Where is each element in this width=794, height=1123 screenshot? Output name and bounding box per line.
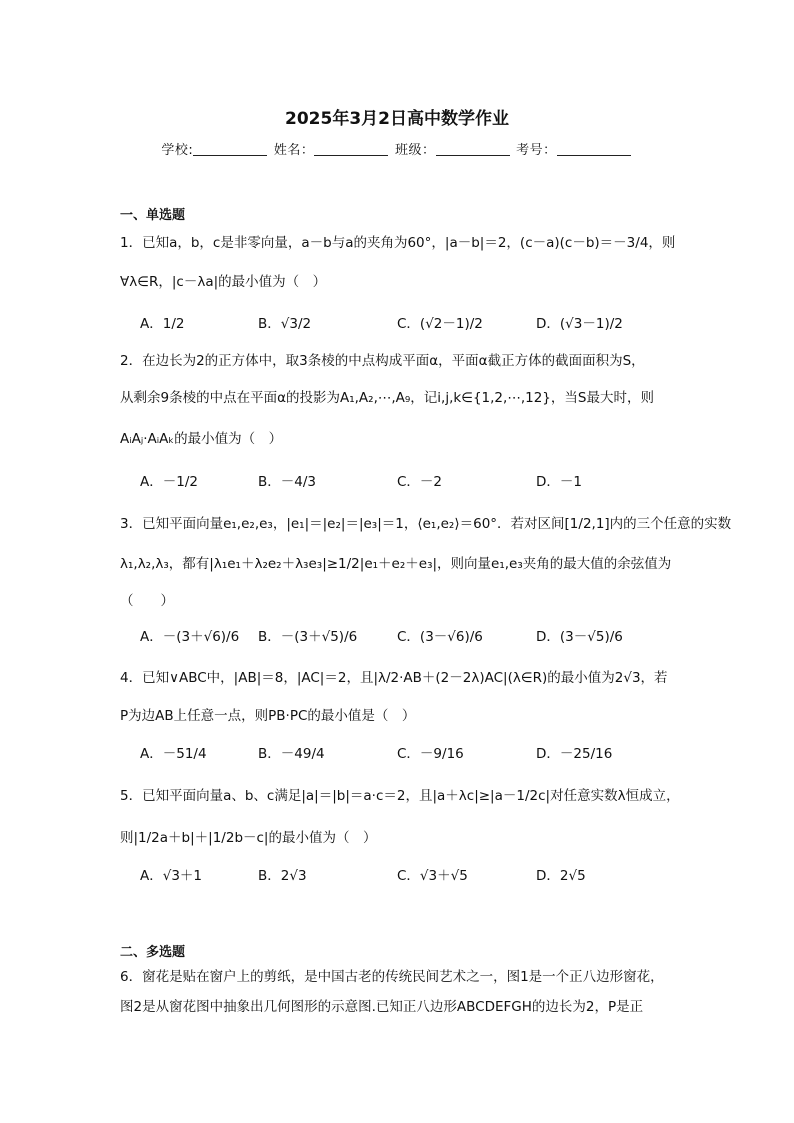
section-multiple-choice: 二、多选题 [120,945,186,960]
id-label: 考号： [516,143,557,158]
q3-option-b[interactable]: B．－(3＋√5)/6 [258,629,358,645]
q6-line2: 图2是从窗花图中抽象出几何图形的示意图.已知正八边形ABCDEFGH的边长为2，P是正 [120,999,644,1015]
q1-options [140,308,680,340]
q2-option-d[interactable]: D．－1 [536,474,582,490]
q3-option-d[interactable]: D．(3－√5)/6 [536,629,623,645]
q4-option-d[interactable]: D．－25/16 [536,746,613,762]
q2-line1: 2．在边长为2的正方体中，取3条棱的中点构成平面α，平面α截正方体的截面面积为S， [120,353,645,369]
q4-line1: 4．已知∨ABC中，|AB|＝8，|AC|＝2，且|λ/2·AB＋(2－2λ)AC|(λ∈R)的最小值为2√3，若 [120,670,668,686]
q4-option-a[interactable]: A．－51/4 [140,746,207,762]
q1-option-a[interactable]: A．1/2 [140,316,185,332]
q3-option-a[interactable]: A．－(3＋√6)/6 [140,629,240,645]
q5-option-a[interactable]: A．√3＋1 [140,868,203,884]
q2-options [140,466,680,498]
q2-option-c[interactable]: C．－2 [397,474,443,490]
q1-option-b[interactable]: B．√3/2 [258,316,312,332]
q3-line3: （ ） [120,593,174,609]
q3-line1: 3．已知平面向量e₁,e₂,e₃，|e₁|＝|e₂|＝|e₃|＝1，⟨e₁,e₂⟩＝60°．若对区间[1/2,1]内的三个任意的实数 [120,516,732,532]
school-blank[interactable] [193,141,267,156]
name-label: 姓名： [273,143,315,158]
q2-option-b[interactable]: B．－4/3 [258,474,316,490]
q1-line2: ∀λ∈R，|c－λa|的最小值为（ ） [120,274,327,290]
q5-option-b[interactable]: B．2√3 [258,868,307,884]
q5-line2: 则|1/2a＋b|＋|1/2b－c|的最小值为（ ） [120,830,377,846]
q3-option-c[interactable]: C．(3－√6)/6 [397,629,483,645]
q2-line3: AᵢAⱼ·AᵢAₖ的最小值为（ ） [120,431,283,447]
q1-line1: 1．已知a，b，c是非零向量，a－b与a的夹角为60°，|a－b|＝2，(c－a)(c－b)＝－3/4，则 [120,235,676,251]
q4-line2: P为边AB上任意一点，则PB·PC的最小值是（ ） [120,708,416,724]
q2-option-a[interactable]: A．－1/2 [140,474,198,490]
student-info-row [0,139,794,158]
section-single-choice: 一、单选题 [120,208,186,223]
school-label: 学校: [161,143,194,158]
page-title: 2025年3月2日高中数学作业 [285,109,509,129]
q4-option-b[interactable]: B．－49/4 [258,746,325,762]
q5-line1: 5．已知平面向量a、b、c满足|a|＝|b|＝a·c＝2，且|a＋λc|≥|a－1/2c|对任意实数λ恒成立， [120,788,680,804]
q4-options [140,738,680,770]
q3-line2: λ₁,λ₂,λ₃，都有|λ₁e₁＋λ₂e₂＋λ₃e₃|≥1/2|e₁＋e₂＋e₃|，则向量e₁,e₃夹角的最大值的余弦值为 [120,556,672,572]
class-blank[interactable] [436,141,510,156]
class-label: 班级： [395,143,436,158]
q5-options [140,860,680,892]
q1-option-d[interactable]: D．(√3－1)/2 [536,316,623,332]
q3-options [140,621,680,653]
name-blank[interactable] [314,141,388,156]
q5-option-c[interactable]: C．√3＋√5 [397,868,468,884]
q1-option-c[interactable]: C．(√2－1)/2 [397,316,483,332]
q6-line1: 6．窗花是贴在窗户上的剪纸，是中国古老的传统民间艺术之一，图1是一个正八边形窗花， [120,969,664,985]
q2-line2: 从剩余9条棱的中点在平面α的投影为A₁,A₂,⋯,A₉，记i,j,k∈{1,2,⋯,12}，当S最大时，则 [120,390,654,406]
id-blank[interactable] [557,141,631,156]
q5-option-d[interactable]: D．2√5 [536,868,586,884]
q4-option-c[interactable]: C．－9/16 [397,746,464,762]
